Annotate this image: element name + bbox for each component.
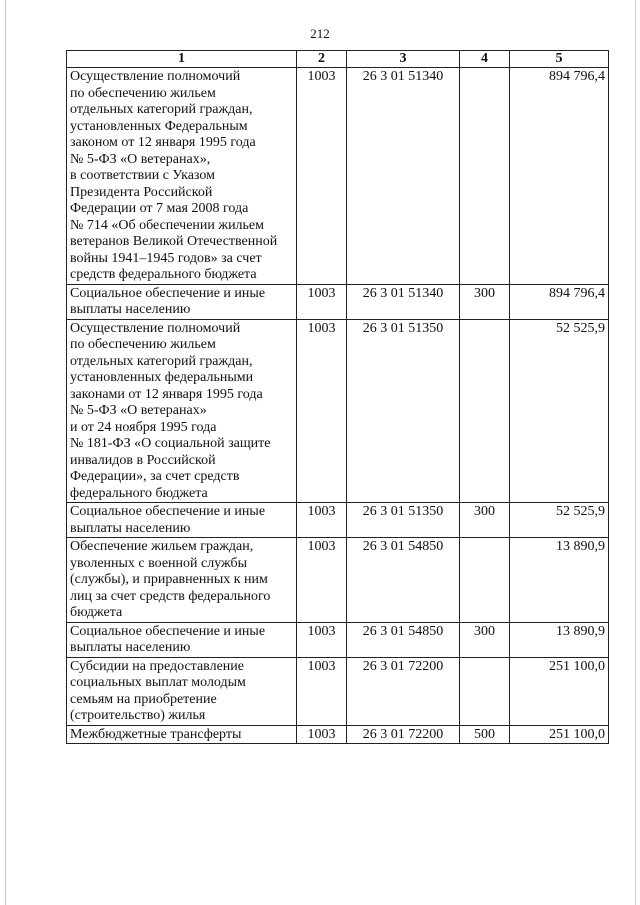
column-header-2: 2 [297, 51, 347, 68]
row-name-line: Социальное обеспечение и иные [70, 623, 266, 639]
row-name-line: средств федерального бюджета [70, 267, 257, 282]
row-name-line: (службы), и приравненных к ним [70, 572, 268, 587]
column-header-4: 4 [460, 51, 510, 68]
expense-type-cell [460, 319, 510, 503]
amount-cell: 13 890,9 [510, 538, 609, 623]
row-name-line: федерального бюджета [70, 485, 208, 501]
row-name-line: ветеранов Великой Отечественной [70, 234, 278, 249]
table-row [67, 319, 609, 503]
expense-type-cell [460, 657, 510, 725]
section-code-cell: 1003 [297, 319, 347, 503]
target-article-cell: 26 3 01 51350 [347, 503, 460, 538]
row-name-line: Межбюджетные трансферты [70, 726, 242, 742]
target-article-cell: 26 3 01 54850 [347, 622, 460, 657]
table-row [67, 68, 609, 285]
row-name-line: законом от 12 января 1995 года [70, 135, 256, 150]
row-name-line: № 5-ФЗ «О ветеранах» [70, 403, 207, 418]
row-name-line: (строительство) жилья [70, 708, 206, 723]
row-name-line: № 714 «Об обеспечении жильем [70, 217, 265, 233]
amount-cell: 894 796,4 [510, 284, 609, 319]
row-name-line: и от 24 ноября 1995 года [70, 419, 217, 435]
row-name-line: уволенных с военной службы [70, 555, 248, 571]
section-code-cell: 1003 [297, 503, 347, 538]
row-name-line: Федерации», за счет средств [70, 469, 240, 484]
table-row [67, 538, 609, 623]
target-article-cell: 26 3 01 72200 [347, 657, 460, 725]
row-name-line: по обеспечению жильем [70, 85, 216, 101]
expense-type-cell: 300 [460, 284, 510, 319]
amount-cell: 13 890,9 [510, 622, 609, 657]
table-row [67, 284, 609, 319]
row-name-line: № 5-ФЗ «О ветеранах», [70, 151, 211, 167]
row-name-line: установленных федеральными [70, 370, 254, 385]
expense-type-cell [460, 538, 510, 623]
row-name-line: в соответствии с Указом [70, 168, 215, 183]
row-name-cell [67, 68, 297, 285]
table-row [67, 503, 609, 538]
row-name-line: войны 1941–1945 годов» за счет [70, 250, 262, 266]
amount-cell: 894 796,4 [510, 68, 609, 285]
row-name-line: Федерации от 7 мая 2008 года [70, 201, 249, 216]
expense-type-cell: 500 [460, 725, 510, 744]
row-name-line: Президента Российской [70, 184, 213, 200]
target-article-cell: 26 3 01 72200 [347, 725, 460, 744]
table-header-row [67, 51, 609, 68]
section-code-cell: 1003 [297, 725, 347, 744]
row-name-line: выплаты населению [70, 302, 191, 317]
row-name-cell [67, 503, 297, 538]
row-name-line: Обеспечение жильем граждан, [70, 539, 254, 554]
target-article-cell: 26 3 01 51340 [347, 68, 460, 285]
column-header-1: 1 [67, 51, 297, 68]
column-header-3: 3 [347, 51, 460, 68]
row-name-line: № 181-ФЗ «О социальной защите [70, 436, 271, 451]
row-name-line: по обеспечению жильем [70, 337, 216, 352]
row-name-cell [67, 725, 297, 744]
column-header-5: 5 [510, 51, 609, 68]
row-name-line: отдельных категорий граждан, [70, 353, 253, 369]
row-name-line: Субсидии на предоставление [70, 658, 244, 674]
table-row [67, 657, 609, 725]
budget-table [66, 50, 609, 744]
target-article-cell: 26 3 01 51340 [347, 284, 460, 319]
row-name-line: Социальное обеспечение и иные [70, 285, 266, 301]
row-name-line: лиц за счет средств федерального [70, 588, 271, 604]
page-number: 212 [310, 26, 330, 41]
section-code-cell: 1003 [297, 284, 347, 319]
table-row [67, 622, 609, 657]
scan-edge-left [5, 0, 6, 905]
row-name-line: отдельных категорий граждан, [70, 102, 253, 117]
row-name-line: установленных Федеральным [70, 118, 248, 134]
section-code-cell: 1003 [297, 68, 347, 285]
row-name-cell [67, 657, 297, 725]
expense-type-cell: 300 [460, 503, 510, 538]
row-name-line: выплаты населению [70, 640, 191, 655]
section-code-cell: 1003 [297, 622, 347, 657]
scan-edge-right [635, 0, 636, 905]
target-article-cell: 26 3 01 54850 [347, 538, 460, 623]
row-name-line: законами от 12 января 1995 года [70, 386, 263, 402]
row-name-line: Осуществление полномочий [70, 69, 241, 84]
row-name-cell [67, 284, 297, 319]
target-article-cell: 26 3 01 51350 [347, 319, 460, 503]
row-name-cell [67, 538, 297, 623]
row-name-cell [67, 622, 297, 657]
expense-type-cell [460, 68, 510, 285]
row-name-line: Социальное обеспечение и иные [70, 504, 266, 519]
row-name-line: выплаты населению [70, 520, 191, 536]
amount-cell: 52 525,9 [510, 319, 609, 503]
row-name-line: инвалидов в Российской [70, 452, 216, 468]
amount-cell: 52 525,9 [510, 503, 609, 538]
row-name-line: бюджета [70, 605, 123, 620]
section-code-cell: 1003 [297, 657, 347, 725]
row-name-line: семьям на приобретение [70, 691, 217, 707]
table-row [67, 725, 609, 744]
row-name-line: Осуществление полномочий [70, 320, 241, 336]
expense-type-cell: 300 [460, 622, 510, 657]
amount-cell: 251 100,0 [510, 657, 609, 725]
table-body [67, 68, 609, 744]
row-name-line: социальных выплат молодым [70, 675, 246, 690]
section-code-cell: 1003 [297, 538, 347, 623]
row-name-cell [67, 319, 297, 503]
amount-cell: 251 100,0 [510, 725, 609, 744]
